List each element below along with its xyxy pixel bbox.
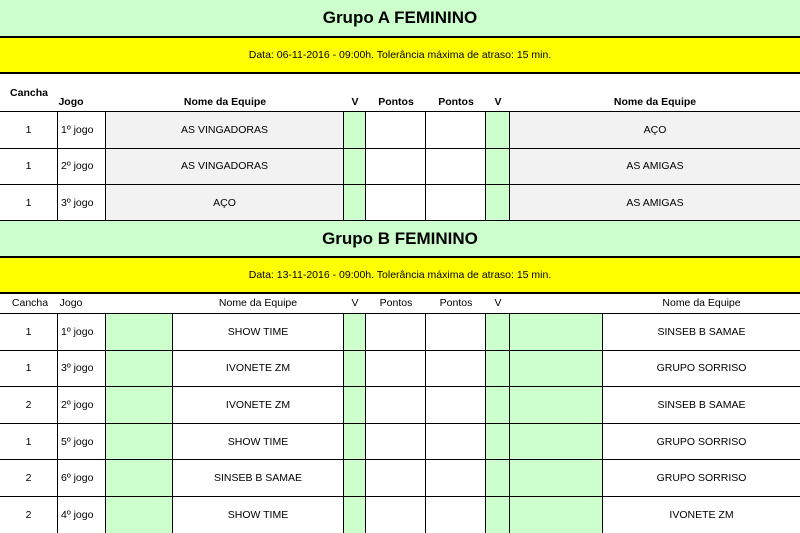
pontos-2-cell[interactable] <box>426 351 486 387</box>
v-2-cell[interactable] <box>486 387 510 423</box>
header-cancha: Cancha <box>11 297 49 309</box>
cancha-cell: 1 <box>0 149 58 185</box>
v-1-cell[interactable] <box>344 112 366 148</box>
v-1-cell[interactable] <box>344 424 366 460</box>
jogo-cell: 2º jogo <box>58 387 106 423</box>
pontos-2-cell[interactable] <box>426 112 486 148</box>
v-2-cell[interactable] <box>486 351 510 387</box>
team-2-cell: AS AMIGAS <box>510 185 800 221</box>
v-2-cell[interactable] <box>486 185 510 221</box>
header-jogo: Jogo <box>59 297 83 309</box>
team-1-cell: AS VINGADORAS <box>106 149 344 185</box>
group-a-header <box>0 76 800 111</box>
table-row <box>0 350 800 387</box>
table-row <box>0 313 800 350</box>
team-1-cell: SINSEB B SAMAE <box>173 460 344 496</box>
header-pontos-2: Pontos <box>438 96 474 108</box>
cancha-cell: 2 <box>0 497 58 533</box>
cancha-cell: 1 <box>0 185 58 221</box>
pontos-1-cell[interactable] <box>366 497 426 533</box>
team-2-cell: SINSEB B SAMAE <box>657 398 746 411</box>
v-2-cell[interactable] <box>486 314 510 350</box>
team-2-cell: GRUPO SORRISO <box>656 472 747 485</box>
pontos-1-cell[interactable] <box>366 112 426 148</box>
pontos-2-cell[interactable] <box>426 497 486 533</box>
table-row <box>0 459 800 496</box>
team-2-cell: IVONETE ZM <box>669 508 734 521</box>
jogo-cell: 3º jogo <box>58 351 106 387</box>
extra-2-cell[interactable] <box>510 460 603 496</box>
team-1-cell: IVONETE ZM <box>173 387 344 423</box>
team-1-cell: AS VINGADORAS <box>106 112 344 148</box>
v-1-cell[interactable] <box>344 149 366 185</box>
cancha-cell: 1 <box>0 424 58 460</box>
pontos-1-cell[interactable] <box>366 387 426 423</box>
pontos-2-cell[interactable] <box>426 460 486 496</box>
table-row <box>0 496 800 533</box>
extra-1-cell[interactable] <box>106 387 173 423</box>
team-2-cell: AÇO <box>510 112 800 148</box>
team-1-cell: SHOW TIME <box>173 424 344 460</box>
table-row <box>0 111 800 148</box>
pontos-2-cell[interactable] <box>426 387 486 423</box>
jogo-cell: 3º jogo <box>58 185 106 221</box>
v-1-cell[interactable] <box>344 314 366 350</box>
extra-1-cell[interactable] <box>106 424 173 460</box>
pontos-2-cell[interactable] <box>426 314 486 350</box>
table-row <box>0 184 800 221</box>
extra-2-cell[interactable] <box>510 387 603 423</box>
v-2-cell[interactable] <box>486 112 510 148</box>
team-2-cell: SINSEB B SAMAE <box>657 325 746 338</box>
header-v-1: V <box>351 96 359 108</box>
group-b-header <box>0 295 800 313</box>
jogo-cell: 5º jogo <box>58 424 106 460</box>
extra-2-cell[interactable] <box>510 314 603 350</box>
group-a-title: Grupo A FEMININO <box>0 0 800 37</box>
cancha-cell: 1 <box>0 112 58 148</box>
jogo-cell: 1º jogo <box>58 112 106 148</box>
header-jogo: Jogo <box>58 96 84 108</box>
cancha-cell: 1 <box>0 314 58 350</box>
pontos-2-cell[interactable] <box>426 424 486 460</box>
header-v-1: V <box>351 297 359 309</box>
extra-1-cell[interactable] <box>106 460 173 496</box>
extra-2-cell[interactable] <box>510 497 603 533</box>
pontos-1-cell[interactable] <box>366 149 426 185</box>
header-equipe-1: Nome da Equipe <box>218 297 298 309</box>
team-2-cell: GRUPO SORRISO <box>656 362 747 375</box>
v-2-cell[interactable] <box>486 424 510 460</box>
header-equipe-1: Nome da Equipe <box>183 96 267 108</box>
pontos-2-cell[interactable] <box>426 149 486 185</box>
group-b-title: Grupo B FEMININO <box>0 220 800 257</box>
pontos-1-cell[interactable] <box>366 351 426 387</box>
pontos-2-cell[interactable] <box>426 185 486 221</box>
jogo-cell: 6º jogo <box>58 460 106 496</box>
pontos-1-cell[interactable] <box>366 314 426 350</box>
v-2-cell[interactable] <box>486 497 510 533</box>
v-1-cell[interactable] <box>344 351 366 387</box>
team-1-cell: SHOW TIME <box>173 314 344 350</box>
extra-1-cell[interactable] <box>106 314 173 350</box>
team-1-cell: AÇO <box>106 185 344 221</box>
header-equipe-2: Nome da Equipe <box>662 297 741 309</box>
v-1-cell[interactable] <box>344 387 366 423</box>
team-2-cell: GRUPO SORRISO <box>656 435 747 448</box>
header-cancha: Cancha <box>10 87 48 99</box>
header-equipe-2: Nome da Equipe <box>613 96 697 108</box>
cancha-cell: 1 <box>0 351 58 387</box>
group-b-info: Data: 13-11-2016 - 09:00h. Tolerância máxima de atraso: 15 min. <box>0 257 800 294</box>
table-row <box>0 386 800 423</box>
jogo-cell: 4º jogo <box>58 497 106 533</box>
jogo-cell: 2º jogo <box>58 149 106 185</box>
team-1-cell: SHOW TIME <box>173 497 344 533</box>
v-1-cell[interactable] <box>344 185 366 221</box>
group-a-info: Data: 06-11-2016 - 09:00h. Tolerância máxima de atraso: 15 min. <box>0 37 800 74</box>
pontos-1-cell[interactable] <box>366 424 426 460</box>
extra-2-cell[interactable] <box>510 351 603 387</box>
jogo-cell: 1º jogo <box>58 314 106 350</box>
header-v-2: V <box>494 297 502 309</box>
extra-1-cell[interactable] <box>106 497 173 533</box>
header-pontos-1: Pontos <box>379 297 413 309</box>
pontos-1-cell[interactable] <box>366 460 426 496</box>
v-1-cell[interactable] <box>344 497 366 533</box>
cancha-cell: 2 <box>0 460 58 496</box>
team-1-cell: IVONETE ZM <box>173 351 344 387</box>
table-row <box>0 148 800 185</box>
header-pontos-2: Pontos <box>439 297 473 309</box>
team-2-cell: AS AMIGAS <box>510 149 800 185</box>
v-2-cell[interactable] <box>486 149 510 185</box>
extra-2-cell[interactable] <box>510 424 603 460</box>
cancha-cell: 2 <box>0 387 58 423</box>
v-2-cell[interactable] <box>486 460 510 496</box>
header-v-2: V <box>494 96 502 108</box>
pontos-1-cell[interactable] <box>366 185 426 221</box>
table-row <box>0 423 800 460</box>
v-1-cell[interactable] <box>344 460 366 496</box>
extra-1-cell[interactable] <box>106 351 173 387</box>
header-pontos-1: Pontos <box>378 96 414 108</box>
